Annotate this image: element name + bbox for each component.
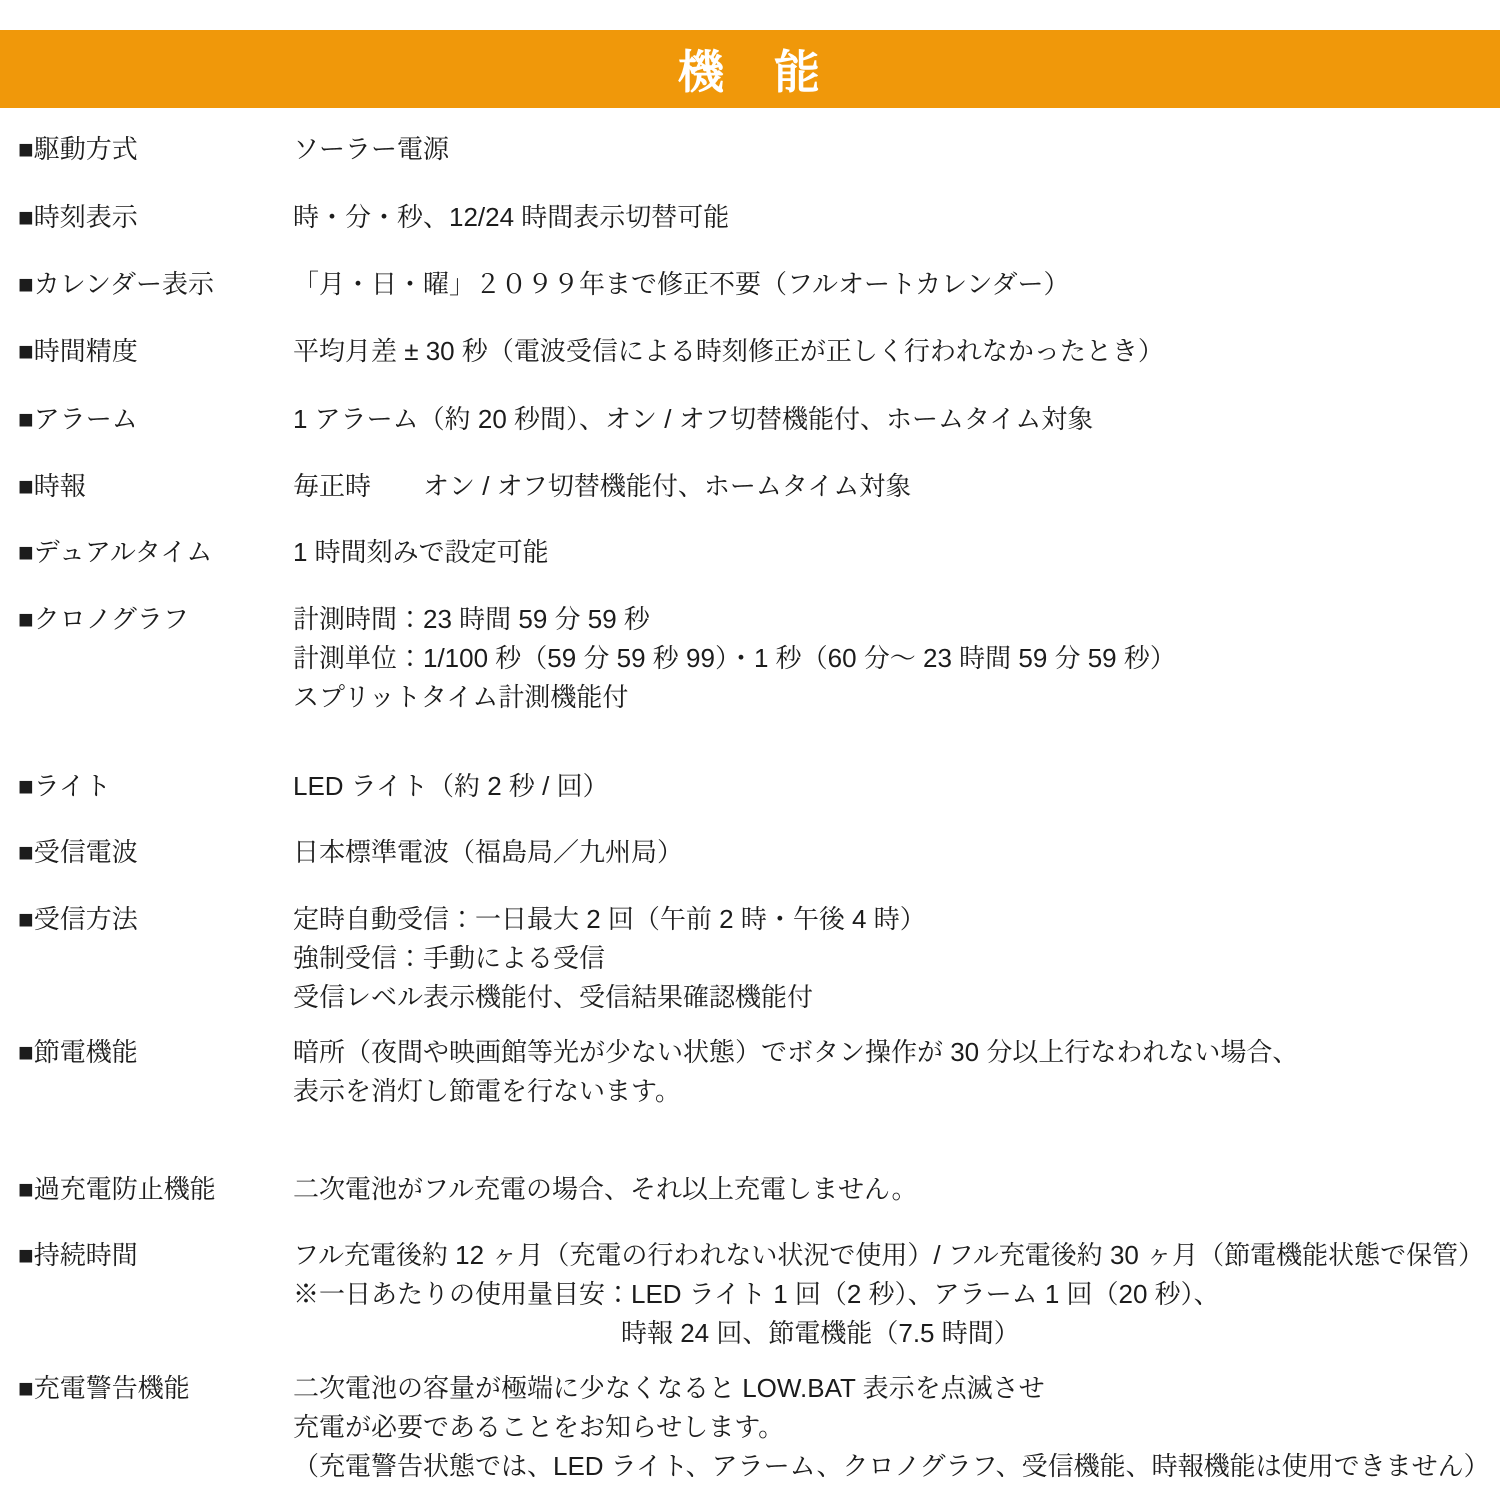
- spec-value: [293, 198, 1500, 237]
- spec-row-time-display: [18, 198, 1500, 237]
- spec-line: 計測単位：1/100 秒（59 分 59 秒 99）・1 秒（60 分～ 23 時間 59 分 59 秒）: [293, 643, 1176, 673]
- spec-line: 1 時間刻みで設定可能: [293, 537, 549, 567]
- spec-value: [293, 332, 1500, 371]
- spec-line: フル充電後約 12 ヶ月（充電の行われない状況で使用）/ フル充電後約 30 ヶ月（節電機能状態で保管）: [293, 1240, 1485, 1270]
- spec-line: 1 アラーム（約 20 秒間）、オン / オフ切替機能付、ホームタイム対象: [293, 404, 1094, 434]
- spec-row-power-saving: [18, 1033, 1500, 1111]
- spec-line: スプリットタイム計測機能付: [293, 682, 629, 712]
- spec-line: 充電が必要であることをお知らせします。: [293, 1412, 785, 1442]
- spec-line: （充電警告状態では、LED ライト、アラーム、クロノグラフ、受信機能、時報機能は使用できません）: [293, 1451, 1490, 1481]
- spec-value: [293, 1170, 1500, 1209]
- spec-line: 平均月差 ± 30 秒（電波受信による時刻修正が正しく行われなかったとき）: [293, 336, 1164, 366]
- page-title: 機 能: [678, 46, 822, 98]
- spec-label: ■カレンダー表示: [18, 269, 215, 299]
- spec-label: ■時刻表示: [18, 202, 138, 232]
- spec-label: ■持続時間: [18, 1240, 138, 1270]
- spec-table: [0, 130, 1500, 1486]
- spec-row-radio-wave: [18, 833, 1500, 872]
- spec-value: [293, 130, 1500, 169]
- spec-line: 計測時間：23 時間 59 分 59 秒: [293, 604, 650, 634]
- spec-row-battery-duration: [18, 1236, 1500, 1353]
- spec-value: [293, 833, 1500, 872]
- spec-label: ■節電機能: [18, 1037, 138, 1067]
- spec-line: 表示を消灯し節電を行ないます。: [293, 1076, 681, 1106]
- spec-label: ■時間精度: [18, 336, 138, 366]
- spec-label: ■受信方法: [18, 904, 138, 934]
- spec-value: [293, 1033, 1500, 1111]
- spec-label: ■駆動方式: [18, 134, 138, 164]
- spec-row-hourly-signal: [18, 467, 1500, 506]
- spec-value: [293, 400, 1500, 439]
- spec-row-alarm: [18, 400, 1500, 439]
- spec-value: [293, 265, 1500, 304]
- spec-value: [293, 767, 1500, 806]
- header-bar: [0, 30, 1500, 108]
- spec-row-dual-time: [18, 533, 1500, 572]
- spec-label: ■デュアルタイム: [18, 537, 213, 567]
- spec-line: 時報 24 回、節電機能（7.5 時間）: [621, 1318, 1020, 1348]
- spec-value: [293, 1236, 1500, 1353]
- spec-value: [293, 1369, 1500, 1486]
- spec-label: ■アラーム: [18, 404, 138, 434]
- spec-row-light: [18, 767, 1500, 806]
- spec-line: 時・分・秒、12/24 時間表示切替可能: [293, 202, 730, 232]
- spec-row-accuracy: [18, 332, 1500, 371]
- spec-value: [293, 600, 1500, 717]
- spec-line: 二次電池がフル充電の場合、それ以上充電しません。: [293, 1174, 918, 1204]
- spec-line: ※一日あたりの使用量目安：LED ライト 1 回（2 秒）、アラーム 1 回（20 秒）、: [293, 1279, 1220, 1309]
- spec-row-reception-method: [18, 900, 1500, 1017]
- spec-line: 毎正時 オン / オフ切替機能付、ホームタイム対象: [293, 471, 912, 501]
- spec-line: 「月・日・曜」２０９９年まで修正不要（フルオートカレンダー）: [293, 269, 1070, 299]
- spec-label: ■充電警告機能: [18, 1373, 190, 1403]
- spec-label: ■クロノグラフ: [18, 604, 189, 634]
- spec-line: 定時自動受信：一日最大 2 回（午前 2 時・午後 4 時）: [293, 904, 926, 934]
- spec-label: ■過充電防止機能: [18, 1174, 216, 1204]
- spec-line: LED ライト（約 2 秒 / 回）: [293, 771, 609, 801]
- spec-row-overcharge-prevention: [18, 1170, 1500, 1209]
- spec-line: 二次電池の容量が極端に少なくなると LOW.BAT 表示を点滅させ: [293, 1373, 1045, 1403]
- spec-line: 日本標準電波（福島局／九州局）: [293, 837, 684, 867]
- spec-label: ■ライト: [18, 771, 111, 801]
- spec-row-calendar: [18, 265, 1500, 304]
- spec-label: ■受信電波: [18, 837, 138, 867]
- spec-line: 受信レベル表示機能付、受信結果確認機能付: [293, 982, 814, 1012]
- spec-row-chronograph: [18, 600, 1500, 717]
- spec-value: [293, 533, 1500, 572]
- spec-value: [293, 900, 1500, 1017]
- spec-value: [293, 467, 1500, 506]
- spec-line: 強制受信：手動による受信: [293, 943, 606, 973]
- spec-line: ソーラー電源: [293, 134, 450, 164]
- spec-line: 暗所（夜間や映画館等光が少ない状態）でボタン操作が 30 分以上行なわれない場合、: [293, 1037, 1299, 1067]
- spec-row-drive-type: [18, 130, 1500, 169]
- spec-label: ■時報: [18, 471, 86, 501]
- spec-row-charge-warning: [18, 1369, 1500, 1486]
